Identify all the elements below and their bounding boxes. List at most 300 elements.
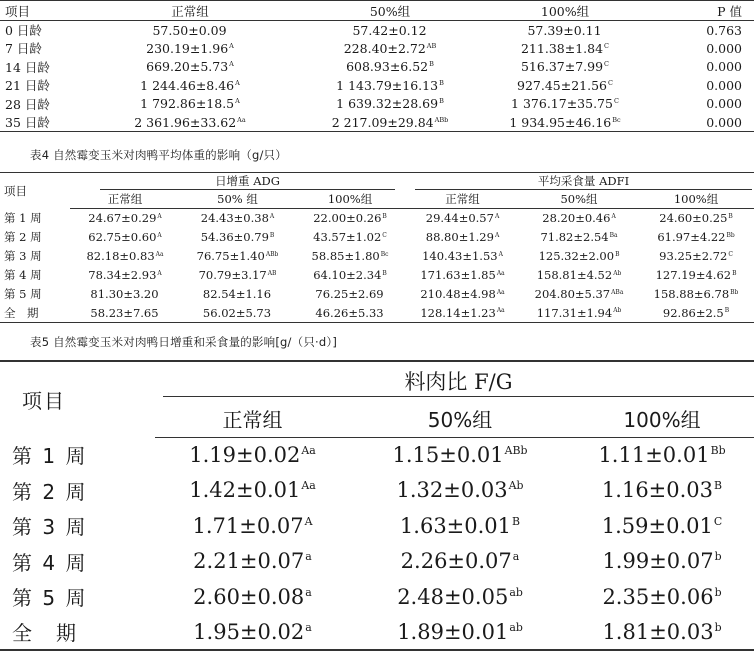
significance-superscript: ab: [509, 585, 523, 599]
cell-value: 第 5 周: [12, 586, 88, 611]
cell-value: 24.43±0.38: [200, 211, 269, 226]
cell-value: 0.000: [706, 77, 742, 93]
cell-value: 57.42±0.12: [352, 22, 427, 38]
cell-value: 54.36±0.79: [200, 230, 269, 244]
header-50: 50%组: [285, 1, 495, 21]
cell-value: 57.39±0.11: [527, 22, 602, 38]
significance-superscript: Bc: [380, 250, 389, 258]
cell-value: 28 日龄: [5, 96, 50, 112]
cell-value: 50% 组: [217, 192, 258, 207]
row-label: [0, 285, 70, 304]
cell-0: [155, 615, 350, 651]
cell-4: [520, 247, 638, 266]
cell-0: [155, 544, 350, 580]
cell-value: 第 4 周: [4, 268, 42, 282]
cell-value: 1.15±0.01: [392, 443, 504, 467]
significance-superscript: B: [382, 212, 387, 220]
cell-3: [405, 304, 520, 323]
cell-value: 1.59±0.01: [601, 513, 713, 538]
significance-superscript: a: [305, 550, 312, 564]
cell-2: [295, 247, 405, 266]
cell-value: 1.89±0.01: [397, 619, 509, 644]
cell-value: 第 1 周: [4, 211, 42, 225]
significance-superscript: Ba: [609, 231, 618, 239]
cell-value: 1 376.17±35.75: [511, 96, 613, 112]
cell-value: 22.00±0.26: [313, 211, 382, 226]
significance-superscript: A: [611, 212, 616, 220]
cell-2: [295, 304, 405, 323]
cell-value: 1.32±0.03: [396, 478, 508, 503]
cell-0: [70, 304, 180, 323]
cell-100: [495, 95, 635, 114]
cell-value: 1.19±0.02: [189, 443, 301, 467]
cell-2: [570, 544, 754, 580]
subheader-3: [405, 191, 520, 209]
cell-50: [285, 76, 495, 95]
cell-value: 204.80±5.37: [534, 287, 611, 301]
cell-value: 29.44±0.57: [425, 211, 494, 226]
cell-value: 0.763: [706, 22, 742, 38]
cell-value: 1 244.46±8.46: [140, 77, 235, 93]
cell-value: 76.75±1.40: [196, 249, 265, 263]
cell-value: 1.71±0.07: [192, 513, 304, 538]
cell-value: 100%组: [327, 192, 373, 207]
table-row: [0, 95, 754, 114]
significance-superscript: A: [157, 269, 162, 277]
table-row: [0, 76, 754, 95]
table-header-row: [0, 173, 754, 191]
cell-1: [180, 304, 295, 323]
table-row: [0, 113, 754, 132]
cell-value: 1 792.86±18.5: [140, 96, 235, 112]
cell-4: [520, 285, 638, 304]
significance-superscript: A: [304, 514, 313, 528]
cell-50: [285, 113, 495, 132]
header-adfi: 平均采食量 ADFI: [415, 173, 752, 190]
significance-superscript: Aa: [237, 115, 246, 124]
cell-value: 第 4 周: [12, 550, 88, 575]
row-label: [0, 304, 70, 323]
cell-p: [635, 39, 754, 58]
significance-superscript: C: [613, 97, 619, 106]
significance-superscript: A: [229, 60, 234, 69]
cell-value: 正常组: [222, 408, 283, 433]
cell-value: 71.82±2.54: [540, 230, 609, 244]
table-4-caption: 表4 自然霉变玉米对肉鸭平均体重的影响（g/只）: [30, 148, 287, 162]
subheader-2: [295, 191, 405, 209]
significance-superscript: Aa: [496, 307, 505, 315]
table-5-adg-adfi: [0, 172, 754, 323]
header-p: P 值: [635, 1, 754, 21]
row-label: [0, 58, 95, 77]
table-row: [0, 228, 754, 247]
cell-value: 2 217.09±29.84: [331, 114, 434, 130]
cell-value: 669.20±5.73: [146, 59, 229, 75]
cell-value: 1.11±0.01: [598, 443, 710, 467]
significance-superscript: B: [429, 60, 434, 69]
cell-100: [495, 58, 635, 77]
cell-value: 927.45±21.56: [517, 77, 607, 93]
significance-superscript: A: [494, 212, 500, 220]
table-row: [0, 209, 754, 228]
row-label: [0, 615, 155, 651]
table-row: [0, 508, 754, 544]
table-header-row: [0, 1, 754, 21]
significance-superscript: Aa: [301, 443, 316, 457]
cell-5: [638, 266, 754, 285]
cell-value: 1.16±0.03: [601, 478, 714, 503]
cell-value: 128.14±1.23: [420, 305, 496, 320]
cell-value: 100%组: [673, 192, 719, 207]
table-6-feed-gain: [0, 360, 754, 651]
significance-superscript: A: [494, 231, 500, 239]
significance-superscript: AB: [426, 41, 437, 50]
cell-value: 140.43±1.53: [422, 249, 498, 263]
subheader-0: [155, 401, 350, 437]
row-label: [0, 579, 155, 615]
table-4-body-weight: [0, 0, 754, 132]
table-row: [0, 58, 754, 77]
significance-superscript: ABa: [611, 288, 624, 296]
row-label: [0, 437, 155, 473]
subheader-1: [350, 401, 570, 437]
cell-value: 100%组: [623, 408, 701, 433]
cell-value: 2 361.96±33.62: [134, 114, 237, 130]
cell-value: 2.60±0.08: [193, 584, 305, 609]
cell-3: [405, 209, 520, 228]
row-label: [0, 544, 155, 580]
subheader-5: [638, 191, 754, 209]
row-label: [0, 473, 155, 509]
cell-100: [495, 113, 635, 132]
cell-1: [350, 437, 570, 473]
cell-value: 125.32±2.00: [538, 249, 615, 263]
row-label: [0, 228, 70, 247]
cell-value: 82.54±1.16: [202, 287, 272, 301]
significance-superscript: b: [714, 620, 722, 634]
cell-value: 70.79±3.17: [198, 268, 267, 282]
table-row: [0, 39, 754, 58]
cell-value: 127.19±4.62: [655, 268, 732, 282]
row-label: [0, 113, 95, 132]
cell-value: 58.85±1.80: [311, 249, 380, 263]
cell-1: [350, 615, 570, 651]
header-fg: 料肉比 F/G: [163, 366, 754, 397]
significance-superscript: Ab: [613, 307, 622, 315]
cell-value: 516.37±7.99: [520, 59, 604, 75]
cell-value: 35 日龄: [5, 115, 50, 130]
subheader-1: [180, 191, 295, 209]
cell-p: [635, 76, 754, 95]
cell-value: 93.25±2.72: [659, 249, 728, 263]
cell-normal: [95, 76, 285, 95]
cell-p: [635, 58, 754, 77]
cell-1: [180, 266, 295, 285]
cell-2: [295, 285, 405, 304]
cell-5: [638, 228, 754, 247]
table-row: [0, 247, 754, 266]
cell-0: [155, 508, 350, 544]
row-label: [0, 209, 70, 228]
cell-value: 117.31±1.94: [536, 305, 613, 320]
cell-5: [638, 285, 754, 304]
significance-superscript: C: [713, 514, 723, 528]
cell-3: [405, 228, 520, 247]
cell-value: 第 3 周: [4, 249, 42, 263]
row-label: [0, 39, 95, 58]
cell-1: [180, 285, 295, 304]
cell-value: 56.02±5.73: [202, 305, 272, 320]
significance-superscript: a: [305, 620, 312, 634]
row-label: [0, 247, 70, 266]
cell-value: 第 2 周: [12, 479, 88, 504]
subheader-0: [70, 191, 180, 209]
cell-value: 14 日龄: [5, 59, 50, 75]
significance-superscript: A: [235, 78, 240, 87]
cell-value: 0.000: [706, 96, 742, 112]
row-label: [0, 76, 95, 95]
header-item: 项目: [0, 1, 95, 21]
cell-value: 88.80±1.29: [425, 230, 494, 244]
cell-value: 46.26±5.33: [315, 305, 384, 320]
cell-2: [295, 266, 405, 285]
cell-0: [70, 209, 180, 228]
header-100: 100%组: [495, 1, 635, 21]
cell-value: 57.50±0.09: [152, 22, 227, 38]
cell-4: [520, 304, 638, 323]
cell-value: 全 期: [12, 621, 78, 646]
cell-value: 28.20±0.46: [542, 211, 611, 226]
cell-value: 62.75±0.60: [88, 230, 157, 244]
cell-2: [570, 437, 754, 473]
cell-0: [155, 473, 350, 509]
cell-3: [405, 285, 520, 304]
cell-100: [495, 21, 635, 40]
cell-value: 0.000: [706, 114, 742, 130]
cell-value: 158.88±6.78: [653, 287, 730, 301]
significance-superscript: B: [439, 78, 444, 87]
cell-value: 43.57±1.02: [313, 230, 382, 244]
significance-superscript: C: [728, 250, 733, 258]
row-label: [0, 266, 70, 285]
cell-0: [155, 437, 350, 473]
cell-100: [495, 39, 635, 58]
cell-value: 228.40±2.72: [343, 40, 426, 56]
cell-1: [180, 228, 295, 247]
significance-superscript: A: [157, 231, 162, 239]
significance-superscript: ABb: [504, 443, 528, 457]
cell-value: 全 期: [4, 305, 39, 320]
cell-normal: [95, 39, 285, 58]
significance-superscript: A: [229, 41, 234, 50]
significance-superscript: B: [724, 307, 730, 315]
significance-superscript: b: [714, 585, 722, 599]
significance-superscript: B: [439, 97, 444, 106]
cell-1: [350, 544, 570, 580]
cell-5: [638, 209, 754, 228]
table-row: [0, 579, 754, 615]
table-row: [0, 615, 754, 651]
significance-superscript: A: [235, 97, 240, 106]
table-row: [0, 544, 754, 580]
significance-superscript: a: [512, 550, 520, 564]
cell-value: 2.26±0.07: [400, 549, 512, 574]
cell-value: 76.25±2.69: [315, 287, 384, 301]
significance-superscript: Aa: [496, 288, 505, 296]
cell-value: 24.60±0.25: [659, 211, 728, 226]
significance-superscript: C: [608, 78, 613, 87]
cell-value: 0 日龄: [5, 23, 42, 38]
cell-2: [295, 209, 405, 228]
cell-normal: [95, 95, 285, 114]
cell-0: [155, 579, 350, 615]
significance-superscript: Bb: [730, 288, 739, 296]
cell-3: [405, 266, 520, 285]
cell-p: [635, 113, 754, 132]
cell-2: [570, 615, 754, 651]
cell-value: 50%组: [560, 192, 598, 207]
row-label: [0, 95, 95, 114]
table-header-row: [0, 361, 754, 401]
cell-value: 21 日龄: [5, 78, 50, 94]
significance-superscript: a: [305, 585, 312, 599]
cell-value: 正常组: [107, 192, 143, 207]
cell-value: 50%组: [427, 408, 493, 433]
significance-superscript: C: [382, 231, 387, 239]
cell-0: [70, 266, 180, 285]
cell-value: 第 5 周: [4, 287, 42, 301]
cell-5: [638, 247, 754, 266]
cell-value: 1.99±0.07: [602, 549, 714, 574]
cell-value: 1 639.32±28.69: [336, 96, 439, 112]
cell-value: 2.48±0.05: [397, 584, 509, 609]
cell-value: 210.48±4.98: [420, 287, 496, 301]
cell-5: [638, 304, 754, 323]
cell-1: [350, 508, 570, 544]
cell-2: [570, 508, 754, 544]
cell-50: [285, 58, 495, 77]
cell-value: 第 2 周: [4, 230, 42, 244]
cell-50: [285, 95, 495, 114]
cell-value: 第 3 周: [12, 515, 88, 540]
cell-value: 230.19±1.96: [146, 40, 229, 56]
cell-2: [570, 473, 754, 509]
row-label: [0, 21, 95, 40]
table-row: [0, 473, 754, 509]
cell-2: [295, 228, 405, 247]
significance-superscript: Bb: [710, 443, 726, 457]
significance-superscript: Ab: [508, 479, 524, 493]
significance-superscript: b: [714, 550, 722, 564]
cell-value: 82.18±0.83: [86, 249, 155, 263]
significance-superscript: Bc: [612, 115, 621, 124]
cell-value: 2.21±0.07: [193, 549, 305, 574]
cell-normal: [95, 58, 285, 77]
cell-p: [635, 21, 754, 40]
table-row: [0, 437, 754, 473]
header-item: 项目: [0, 173, 70, 209]
cell-value: 正常组: [445, 192, 480, 207]
significance-superscript: Aa: [301, 479, 316, 493]
table-row: [0, 285, 754, 304]
significance-superscript: A: [269, 212, 275, 220]
table-5-caption: 表5 自然霉变玉米对肉鸭日增重和采食量的影响[g/（只·d）]: [30, 335, 338, 349]
significance-superscript: B: [382, 269, 387, 277]
header-normal: 正常组: [95, 1, 285, 21]
cell-value: 1.95±0.02: [193, 619, 305, 644]
cell-4: [520, 266, 638, 285]
header-adg: 日增重 ADG: [100, 173, 395, 190]
cell-4: [520, 228, 638, 247]
cell-value: 92.86±2.5: [662, 305, 724, 320]
cell-value: 608.93±6.52: [346, 59, 429, 75]
cell-value: 0.000: [706, 40, 742, 56]
cell-4: [520, 209, 638, 228]
cell-value: 1.81±0.03: [602, 619, 714, 644]
significance-superscript: C: [604, 60, 610, 69]
significance-superscript: ABb: [265, 250, 279, 258]
cell-value: 211.38±1.84: [520, 40, 604, 56]
cell-value: 158.81±4.52: [536, 268, 613, 282]
subheader-2: [570, 401, 754, 437]
cell-value: 78.34±2.93: [88, 268, 157, 282]
cell-value: 1.63±0.01: [399, 513, 512, 538]
cell-0: [70, 285, 180, 304]
table-subheader-row: [0, 191, 754, 209]
cell-100: [495, 76, 635, 95]
significance-superscript: ABb: [434, 115, 449, 124]
cell-1: [350, 579, 570, 615]
table-row: [0, 304, 754, 323]
cell-50: [285, 21, 495, 40]
cell-normal: [95, 21, 285, 40]
cell-p: [635, 95, 754, 114]
cell-1: [180, 209, 295, 228]
significance-superscript: B: [732, 269, 737, 277]
cell-1: [180, 247, 295, 266]
significance-superscript: AB: [267, 269, 277, 277]
significance-superscript: B: [269, 231, 275, 239]
significance-superscript: A: [498, 250, 503, 258]
significance-superscript: Bb: [726, 231, 735, 239]
cell-value: 64.10±2.34: [313, 268, 382, 282]
significance-superscript: Aa: [155, 250, 164, 258]
significance-superscript: B: [615, 250, 620, 258]
cell-1: [350, 473, 570, 509]
cell-value: 2.35±0.06: [602, 584, 714, 609]
significance-superscript: B: [714, 479, 723, 493]
cell-value: 24.67±0.29: [88, 211, 157, 226]
significance-superscript: B: [728, 212, 733, 220]
cell-value: 81.30±3.20: [90, 287, 159, 301]
cell-value: 1 934.95±46.16: [509, 114, 612, 130]
cell-value: 58.23±7.65: [90, 305, 159, 320]
table-row: [0, 21, 754, 40]
significance-superscript: Aa: [496, 269, 505, 277]
cell-value: 第 1 周: [12, 444, 88, 469]
significance-superscript: Ab: [613, 269, 622, 277]
cell-value: 7 日龄: [5, 41, 42, 57]
cell-50: [285, 39, 495, 58]
significance-superscript: ab: [509, 620, 523, 634]
table-row: [0, 266, 754, 285]
header-item: 项目: [0, 361, 155, 437]
significance-superscript: B: [512, 514, 521, 528]
cell-value: 171.63±1.85: [420, 268, 496, 282]
significance-superscript: C: [604, 41, 610, 50]
cell-0: [70, 247, 180, 266]
cell-value: 1 143.79±16.13: [336, 77, 439, 93]
